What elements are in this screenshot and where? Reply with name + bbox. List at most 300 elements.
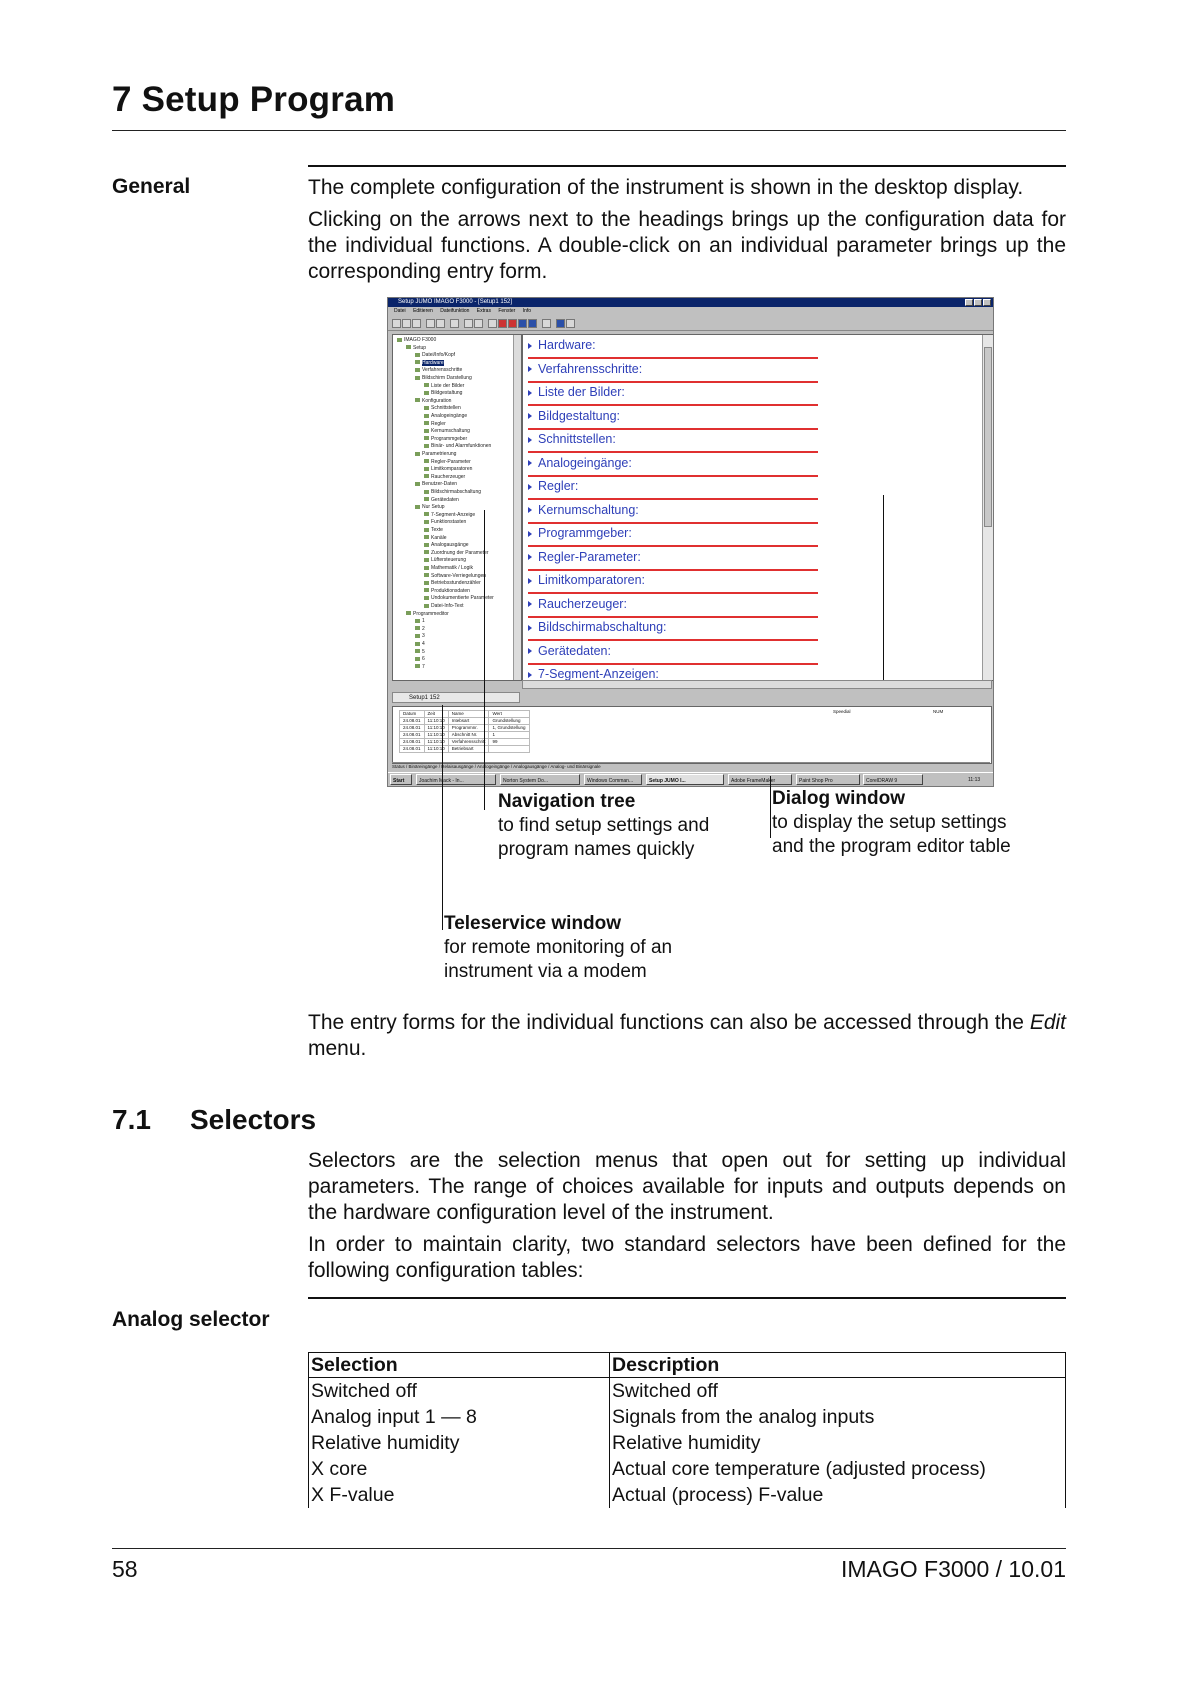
navigation-tree-pane[interactable] [392,334,522,681]
tree-item[interactable] [393,535,522,542]
general-paragraph-1: The complete configuration of the instrument is shown in the desktop display. [308,176,1024,199]
dialog-callout-line [883,495,884,680]
dialog-item-label: Schnittstellen: [538,432,616,446]
menu-edit[interactable]: Editieren [413,308,433,314]
upload-icon[interactable] [518,319,527,328]
tree-item[interactable] [393,413,522,420]
expand-arrow-icon[interactable] [528,437,532,443]
tree-item-label: Kanäle [431,534,447,541]
dialog-callout-line-1: to display the setup settings [772,812,1007,833]
expand-arrow-icon[interactable] [528,672,532,678]
tele-callout-line [442,705,443,930]
tree-item-label: 1 [422,618,425,625]
tree-item[interactable] [393,527,522,534]
tree-item-label: Kernumschaltung [431,428,470,435]
tree-node-icon [424,550,429,554]
tele-cell: 11:10:10 [424,746,448,753]
tree-node-icon [424,490,429,494]
tree-item[interactable] [393,428,522,435]
menu-extras[interactable]: Extras [476,308,491,314]
tree-item[interactable] [393,633,522,640]
close-icon[interactable] [983,299,991,306]
tele-cell: Betriebsart [448,746,489,753]
taskbar-button[interactable]: Norton System Do... [500,774,580,785]
general-label: General [112,175,191,198]
table-row [309,1482,1066,1508]
footer-document-id: IMAGO F3000 / 10.01 [840,1556,1066,1582]
nav-callout-line [484,510,485,810]
tele-header-date: Datum [400,711,425,718]
dialog-item[interactable] [528,406,818,430]
dialog-item[interactable] [528,382,818,406]
teleservice-table [399,710,530,753]
tree-item-label: Lüftersteuerung [431,557,467,564]
tree-node-icon [424,467,429,471]
nav-callout-line-2: program names quickly [498,839,695,860]
tree-item-label: Bildschirmabschaltung [431,489,482,495]
table-cell: Actual (process) F-value [610,1482,1066,1508]
tree-item[interactable] [393,352,522,359]
tree-item[interactable] [393,557,522,564]
dialog-callout-title: Dialog window [772,788,905,809]
dialog-hscrollbar[interactable] [522,680,992,689]
tree-node-icon [424,421,429,425]
tele-cell: 11:10:10 [424,739,448,746]
save-icon[interactable] [412,319,421,328]
chapter-rule [112,130,1066,131]
taskbar-button[interactable]: Windows Comman... [584,774,642,785]
tele-cell: Intebsart [448,718,489,725]
selectors-paragraph-1: Selectors are the selection menus that open out for setting up individual parameters. The range of choices available for inputs and outputs depends on the hardware configuration level of the instrument. [308,1149,1066,1224]
tree-node-icon [415,360,420,364]
menu-bar [388,307,993,316]
expand-arrow-icon[interactable] [528,531,532,537]
dialog-item-label: Raucherzeuger: [538,596,627,611]
taskbar-button[interactable]: CorelDRAW 9 [863,774,923,785]
tree-item[interactable] [393,421,522,428]
maximize-icon[interactable] [974,299,982,306]
tele-cell: 24.08.01 [400,739,425,746]
dialog-item-label: Analogeingänge: [538,455,632,470]
tree-item-label: Bildschirm Darstellung [422,375,472,381]
tree-item-label: Hardware [422,359,444,366]
taskbar-button[interactable]: Setup JUMO I... [646,774,724,785]
window-title: Setup JUMO IMAGO F3000 - [Setup1 152] [398,299,513,305]
menu-file-function[interactable]: Dateifunktion [440,308,470,314]
nav-callout [498,790,709,862]
dialog-item-label: Bildschirmabschaltung: [538,620,667,634]
tree-item-label: Analogausgänge [431,542,469,549]
tree-node-icon [424,528,429,532]
menu-info[interactable]: Info [522,308,532,314]
taskbar-button[interactable]: Adobe FrameMaker [728,774,792,785]
tree-item-label: Programmgeber [431,435,468,442]
tree-item-label: Raucherzeuger [431,473,466,480]
toolbar [388,316,993,331]
tree-item-label: Regler [431,420,446,427]
tree-node-icon [415,649,420,653]
tree-item[interactable] [393,481,522,488]
analog-selector-table [308,1352,1066,1508]
tele-cell: 24.08.01 [400,718,425,725]
dialog-item[interactable] [528,429,818,453]
tree-item-label: Verfahrensschritte [422,367,463,374]
tree-item-label: Produktionsdaten [431,587,470,594]
expand-arrow-icon[interactable] [528,625,532,631]
tree-node-icon [415,452,420,456]
expand-arrow-icon[interactable] [528,601,532,607]
table-cell: Actual core temperature (adjusted process) [610,1456,1066,1482]
tele-cell: 11:10:10 [424,725,448,732]
tree-node-icon [424,581,429,585]
tele-body [400,718,530,753]
dialog-item[interactable] [528,570,818,594]
tree-item-label: 7-Segment-Anzeige [431,511,476,518]
tree-item[interactable] [393,367,522,374]
menu-file[interactable]: Datei [394,308,406,314]
table-cell: Signals from the analog inputs [610,1404,1066,1430]
tree-node-icon [424,573,429,577]
taskbar-button[interactable]: Paint Shop Pro [796,774,860,785]
tree-item-label: Bildgestaltung [431,390,463,397]
dialog-item-label: Gerätedaten: [538,643,611,658]
setup-program-screenshot [387,297,994,787]
tree-item[interactable] [393,588,522,595]
tree-node-icon [415,376,420,380]
tree-item[interactable] [393,603,522,610]
tree-item[interactable] [393,512,522,519]
dialog-item[interactable] [528,335,818,359]
tree-item-label: Datei-Info-Text [431,603,464,609]
edit-menu-paragraph [308,1010,1066,1062]
tree-item[interactable] [393,337,522,344]
redo-icon[interactable] [474,319,483,328]
tree-item[interactable] [393,497,522,504]
dialog-item-label: Regler: [538,479,579,493]
tree-item[interactable] [393,459,522,466]
table-row [309,1456,1066,1482]
tele-cell: 11:10:10 [424,732,448,739]
tree-item-label: 7 [422,663,425,670]
tree-node-icon [424,391,429,395]
tree-node-icon [415,664,420,668]
table-cell: Analog input 1 — 8 [309,1404,610,1430]
new-icon[interactable] [392,319,401,328]
dialog-item-label: Programmgeber: [538,526,632,540]
general-paragraph-2: Clicking on the arrows next to the headings brings up the configuration data for the individual functions. A double-click on an individual parameter brings up the corresponding entry form. [308,208,1066,283]
tree-item[interactable] [393,451,522,458]
dialog-item[interactable] [528,359,818,383]
split-icon[interactable] [566,319,575,328]
tree-item-label: Benutzer-Daten [422,481,458,488]
tele-row [400,725,530,732]
tree-item[interactable] [393,656,522,663]
dialog-item-label: Hardware: [538,338,596,352]
tree-item[interactable] [393,383,522,390]
footer-rule [112,1548,1066,1549]
tree-node-icon [424,436,429,440]
tree-item-label: Nur Setup [422,504,445,511]
tree-node-icon [415,398,420,402]
tree-node-icon [415,657,420,661]
start-button[interactable]: Start [390,774,412,785]
edit-para-suffix: menu. [308,1037,367,1060]
tele-row [400,746,530,753]
tree-item-label: 4 [422,641,425,647]
download-icon[interactable] [528,319,537,328]
tele-cell [489,746,529,753]
tree-item-label: IMAGO F3000 [404,337,437,343]
tree-item-label: Software-Verriegelungen [431,572,487,579]
open-icon[interactable] [402,319,411,328]
tree-node-icon [415,619,420,623]
dialog-item[interactable] [528,641,818,665]
table-cell: Switched off [610,1378,1066,1405]
tele-header-value: Wert [489,711,529,718]
tree-item[interactable] [393,626,522,633]
selectors-paragraph-2: In order to maintain clarity, two standard selectors have been defined for the following configuration tables: [308,1233,1066,1282]
tree-node-icon [424,383,429,387]
stop-icon[interactable] [498,319,507,328]
tele-cell: 11:10:10 [424,718,448,725]
minimize-icon[interactable] [965,299,973,306]
taskbar [388,772,993,787]
tree-node-icon [397,338,402,342]
tree-item[interactable] [393,595,522,602]
tree-item[interactable] [393,375,522,382]
tree-item-label: Betriebsstundenzähler [431,580,481,587]
tree-item-label: 3 [422,633,425,640]
edit-menu-word: Edit [1029,1011,1066,1034]
tree-item[interactable] [393,405,522,412]
tree-item-label: Mathematik / Logik [431,565,473,571]
tele-callout-line-1: for remote monitoring of an [444,937,673,958]
tree-node-icon [424,512,429,516]
expand-arrow-icon[interactable] [528,413,532,419]
table-cell: Switched off [309,1378,610,1405]
tree-item-label: Limitkomparatoren [431,466,473,473]
dialog-scroll-thumb[interactable] [984,347,992,527]
tree-node-icon [424,406,429,410]
print-icon[interactable] [426,319,435,328]
teleservice-tabs[interactable]: Status / Binäreingänge / Relaisausgänge / Analogeingänge / Analogausgänge / Analog- und Binärsignale [392,762,990,771]
dialog-callout [772,787,1011,859]
menu-window[interactable]: Fenster [498,308,516,314]
help-icon[interactable] [542,319,551,328]
dialog-item-label: Regler-Parameter: [538,549,641,564]
tree-node-icon [424,535,429,539]
tele-cell: 24.08.01 [400,725,425,732]
dialog-scrollbar[interactable] [982,335,993,680]
tele-callout [444,912,672,984]
tree-item-label: Parametrierung [422,451,457,457]
teleservice-pane[interactable] [392,706,992,764]
tele-cell: 24.08.01 [400,732,425,739]
tele-row [400,718,530,725]
dialog-item[interactable] [528,547,818,571]
tree-item[interactable] [393,345,522,352]
expand-arrow-icon[interactable] [528,460,532,466]
tree-item[interactable] [393,618,522,625]
tree-node-icon [424,558,429,562]
dialog-item[interactable] [528,453,818,477]
tree-item-label: 2 [422,625,425,632]
footer-page-number: 58 [112,1556,138,1582]
table-cell: Relative humidity [309,1430,610,1456]
tree-item[interactable] [393,443,522,450]
dialog-item-label: Limitkomparatoren: [538,573,645,587]
expand-arrow-icon[interactable] [528,366,532,372]
dialog-item-label: Liste der Bilder: [538,385,625,399]
tree-node-icon [424,474,429,478]
tele-row [400,732,530,739]
chapter-title: 7 Setup Program [112,80,396,119]
tree-item-label: Funktionstasten [431,519,467,526]
tree-item[interactable] [393,398,522,405]
dialog-callout-line-2: and the program editor table [772,836,1011,857]
tree-node-icon [424,429,429,433]
tree-item-label: Zuordnung der Parameter [431,549,489,556]
tree-item[interactable] [393,542,522,549]
section-number: 7.1 [112,1104,151,1135]
tele-status-num: NUM [933,709,944,714]
tree-item[interactable] [393,436,522,443]
tele-header-name: Name [448,711,489,718]
tele-callout-line-2: instrument via a modem [444,961,647,982]
dialog-item-label: Bildgestaltung: [538,408,621,423]
tree-item[interactable] [393,641,522,648]
tree-node-icon [424,459,429,463]
expand-arrow-icon[interactable] [528,578,532,584]
tray-clock: 11:13 [968,777,981,783]
transfer-icon[interactable] [508,319,517,328]
table-cell: X core [309,1456,610,1482]
tele-cell: 99 [489,739,529,746]
tree-node-icon [424,497,429,501]
tree-item-label: Datei/Info/Kopf [422,352,456,359]
nav-callout-title: Navigation tree [498,791,636,812]
expand-arrow-icon[interactable] [528,554,532,560]
tree-item-label: Liste der Bilder [431,382,465,389]
window-titlebar [388,298,993,307]
expand-arrow-icon[interactable] [528,507,532,513]
tree-scrollbar[interactable] [513,335,521,680]
tree-node-icon [415,634,420,638]
dialog-callout-line-lower [770,776,771,838]
edit-para-prefix: The entry forms for the individual functions can also be accessed through the [308,1011,1030,1034]
tree-node-icon [415,482,420,486]
cut-icon[interactable] [450,319,459,328]
dialog-window-pane[interactable] [522,334,994,681]
tree-item[interactable] [393,649,522,656]
dialog-item[interactable] [528,617,818,641]
analog-selector-rule [308,1297,1066,1299]
tele-header-time: Zeit [424,711,448,718]
dialog-item[interactable] [528,500,818,524]
tree-node-icon [424,520,429,524]
tree-item-label: Programmeditor [413,610,449,617]
tree-item-label: 5 [422,648,425,655]
tree-item[interactable] [393,474,522,481]
tree-item-label: Analogeingänge [431,413,468,419]
tree-node-icon [424,543,429,547]
expand-arrow-icon[interactable] [528,648,532,654]
tree-node-icon [406,345,411,349]
dialog-item[interactable] [528,594,818,618]
nav-callout-line-1: to find setup settings and [498,815,710,836]
table-header-description: Description [610,1353,1066,1378]
tree-node-icon [415,642,420,646]
tele-status-speedial: Speedial [833,709,851,714]
dialog-item[interactable] [528,664,818,681]
dialog-item-label: Verfahrensschritte: [538,361,643,376]
tele-cell: Programmnr. [448,725,489,732]
table-cell: X F-value [309,1482,610,1508]
tree-item[interactable] [393,360,522,367]
tree-item[interactable] [393,489,522,496]
tree-item-label: Setup [413,344,427,351]
tele-cell: Verfahrensschritt [448,739,489,746]
tree-tab[interactable]: Setup1 152 [392,692,520,703]
tree-item-label: Texte [431,527,443,533]
tree-item[interactable] [393,466,522,473]
tree-node-icon [424,566,429,570]
tele-cell: Grundstellung [489,718,529,725]
tree-item-label: Regler-Parameter [431,458,471,465]
tree-node-icon [424,414,429,418]
tree-item-label: Gerätedaten [431,496,459,503]
expand-arrow-icon[interactable] [528,484,532,490]
dialog-item-label: Kernumschaltung: [538,502,639,517]
expand-arrow-icon[interactable] [528,343,532,349]
tree-node-icon [424,444,429,448]
table-cell: Relative humidity [610,1430,1066,1456]
tele-cell: Abschnitt Nr. [448,732,489,739]
tele-cell: 1 [489,732,529,739]
tele-callout-title: Teleservice window [444,913,622,934]
tree-item[interactable] [393,573,522,580]
tree-item[interactable] [393,504,522,511]
table-header-selection: Selection [309,1353,610,1378]
tree-node-icon [424,604,429,608]
tree-item[interactable] [393,390,522,397]
tree-item[interactable] [393,611,522,618]
tree-item-label: Undokumentierte Parameter [431,595,494,602]
tree-item[interactable] [393,580,522,587]
undo-icon[interactable] [464,319,473,328]
section-title: Selectors [190,1104,317,1135]
window-icon[interactable] [556,319,565,328]
dialog-item[interactable] [528,476,818,500]
tree-item[interactable] [393,664,522,671]
general-rule [308,165,1066,167]
tree-item-label: Konfiguration [422,397,452,404]
preview-icon[interactable] [436,319,445,328]
tree-item-label: Binär- und Alarmfunktionen [431,443,492,450]
tree-node-icon [415,353,420,357]
tree-node-icon [415,626,420,630]
tree-node-icon [424,596,429,600]
tool-icon[interactable] [488,319,497,328]
dialog-item[interactable] [528,523,818,547]
tele-row [400,739,530,746]
expand-arrow-icon[interactable] [528,390,532,396]
tree-item[interactable] [393,550,522,557]
tree-item-label: Schnittstellen [431,405,461,412]
tree-item[interactable] [393,565,522,572]
tree-item[interactable] [393,519,522,526]
taskbar-button[interactable]: Joachim Mack - In... [416,774,496,785]
